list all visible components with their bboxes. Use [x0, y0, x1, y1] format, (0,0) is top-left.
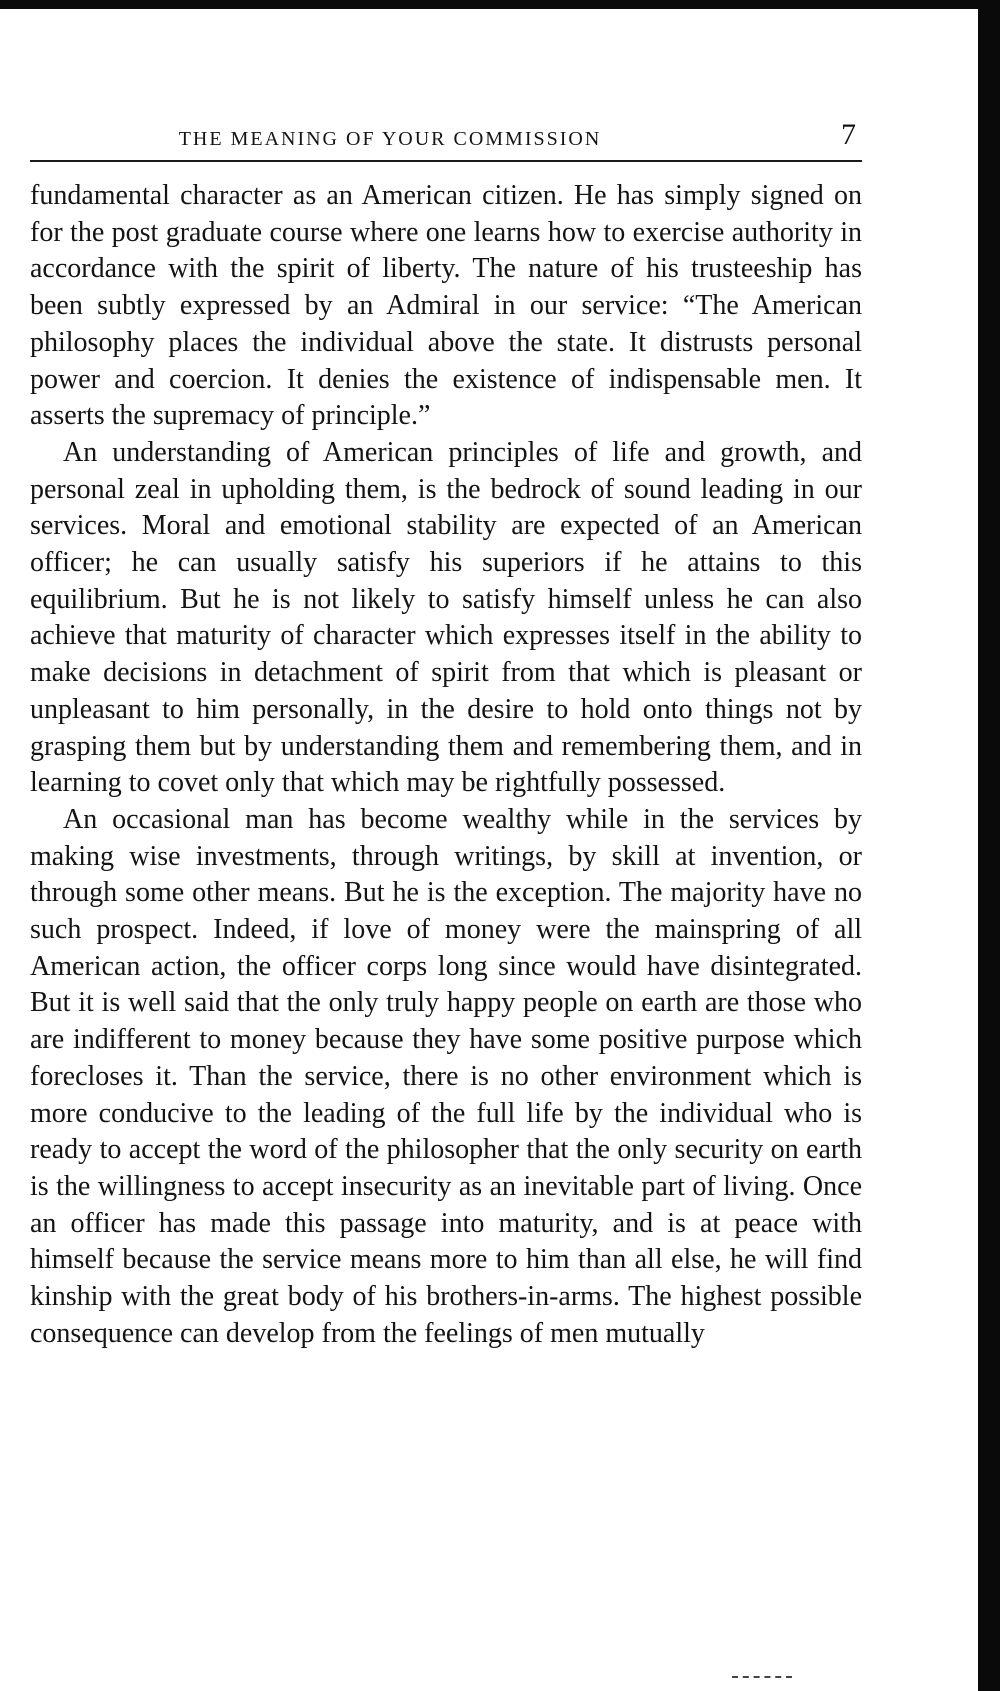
body-text: [30, 178, 862, 1353]
paragraph-3: An occasional man has become wealthy while in the services by making wise investments, through writings, by skill at invention, or through some other means. But he is the exception. The majority have no such prospect. Indeed, if love of money were the mainspring of all American action, the officer corps long since would have disintegrated. But it is well said that the only truly happy people on earth are those who are indifferent to money because they have some positive purpose which forecloses it. Than the service, there is no other environment which is more conducive to the leading of the full life by the individual who is ready to accept the word of the philosopher that the only security on earth is the willingness to accept insecurity as an inevitable part of living. Once an officer has made this passage into maturity, and is at peace with himself because the service means more to him than all else, he will find kinship with the great body of his brothers-in-arms. The highest possible consequence can develop from the feelings of men mutually: [30, 803, 862, 1349]
running-head: THE MEANING OF YOUR COMMISSION: [178, 128, 602, 150]
paragraph-1: fundamental character as an American citizen. He has simply signed on for the post graduate course where one learns how to exercise authority in accordance with the spirit of liberty. The nature of his trusteeship has been subtly expressed by an Admiral in our service: “The American philosophy places the individual above the state. It distrusts personal power and coercion. It denies the existence of indispensable men. It asserts the supremacy of principle.”: [30, 180, 862, 432]
paragraph-2: An understanding of American principles of life and growth, and personal zeal in upholding them, is the bedrock of sound leading in our services. Moral and emotional stability are expected of an American officer; he can usually satisfy his superiors if he attains to this equilibrium. But he is not likely to satisfy himself unless he can also achieve that maturity of character which expresses itself in the ability to make decisions in detachment of spirit from that which is pleasant or unpleasant to him personally, in the desire to hold onto things not by grasping them but by understanding them and remembering them, and in learning to covet only that which may be rightfully possessed.: [30, 436, 862, 799]
page-header: [30, 116, 862, 162]
footer-scan-mark: [732, 1676, 792, 1678]
page-right-border: [978, 0, 1000, 1691]
page-number: 7: [841, 118, 856, 151]
page-top-border: [0, 0, 1000, 9]
